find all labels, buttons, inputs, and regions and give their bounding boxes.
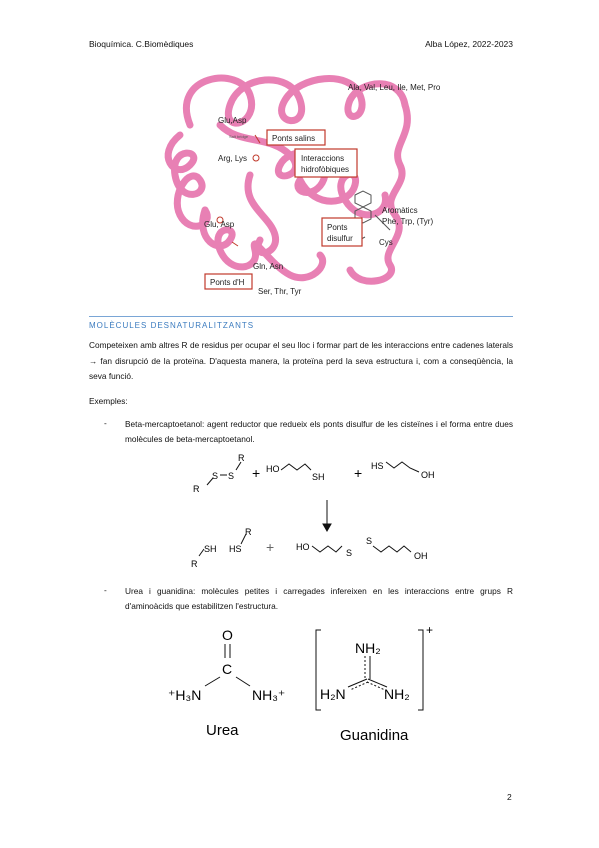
plus-1: + xyxy=(252,465,261,481)
urea-guanidina-figure xyxy=(160,622,450,752)
urea-structure xyxy=(168,627,285,739)
guanidina-top: NH₂ xyxy=(355,640,381,656)
page-number: 2 xyxy=(507,792,512,802)
reactant-sh-1: SH xyxy=(312,472,325,482)
label-glu-asp-2: Glu, Asp xyxy=(204,220,235,229)
bullet-text-2: Urea i guanidina: molècules petites i carregades infereixen en les interaccions entre grups R d'aminoàcids que estabilitzen l'estructura. xyxy=(125,586,513,611)
label-arg-lys: Arg, Lys xyxy=(218,154,248,163)
label-ser-thr-tyr: Ser, Thr, Tyr xyxy=(258,287,302,296)
label-salt-bridge: Salt bridge xyxy=(229,134,249,139)
reactant-ho-1: HO xyxy=(266,464,280,474)
guanidina-charge: + xyxy=(426,623,434,637)
urea-left: ⁺H₃N xyxy=(168,687,202,703)
guanidina-right: NH₂ xyxy=(384,686,410,702)
product-ho: HO xyxy=(296,542,310,552)
bullet-dash-2: - xyxy=(104,585,107,595)
header-left: Bioquímica. C.Biomèdiques xyxy=(89,39,194,49)
urea-c: C xyxy=(222,661,233,677)
beta-mercaptoetanol-reaction xyxy=(190,448,460,578)
bullet-text-1: Beta-mercaptoetanol: agent reductor que redueix els ponts disulfur de les cisteïnes i el forma entre dues molècules de beta-mercaptoetanol. xyxy=(125,419,513,444)
product-oh: OH xyxy=(414,551,428,561)
product-s-1: S xyxy=(346,548,353,558)
urea-right: NH₃⁺ xyxy=(252,687,286,703)
label-aromatics-2: Phe, Trp, (Tyr) xyxy=(382,217,434,226)
examples-label: Exemples: xyxy=(89,396,128,406)
header-right: Alba López, 2022-2023 xyxy=(425,39,513,49)
product-r-2: R xyxy=(245,527,252,537)
urea-o: O xyxy=(222,627,233,643)
reactant-s-2: S xyxy=(228,471,235,481)
label-interaccions-1: Interaccions xyxy=(301,154,345,163)
reactant-hs-2: HS xyxy=(371,461,384,471)
label-aa-top: Ala, Val, Leu, Ile, Met, Pro xyxy=(348,83,441,92)
urea-name: Urea xyxy=(206,722,239,739)
protein-structure-figure xyxy=(150,65,470,300)
section-divider xyxy=(89,316,513,317)
label-glu-asp-1: Glu,Asp xyxy=(218,116,247,125)
label-aromatics-1: Aromàtics xyxy=(382,206,418,215)
guanidina-name: Guanidina xyxy=(340,727,409,744)
product-sh: SH xyxy=(204,544,217,554)
guanidina-left: H₂N xyxy=(320,686,346,702)
reactant-r-2: R xyxy=(238,453,245,463)
product-s-2: S xyxy=(366,536,373,546)
label-ponts-disulfur-2: disulfur xyxy=(327,234,353,243)
label-gln-asn: Gln, Asn xyxy=(253,262,284,271)
protein-ribbon xyxy=(168,78,407,281)
reactant-s-1: S xyxy=(212,471,219,481)
label-cys: Cys xyxy=(379,238,393,247)
label-ponts-salins: Ponts salins xyxy=(272,134,316,143)
label-ponts-h: Ponts d'H xyxy=(210,278,245,287)
bullet-dash-1: - xyxy=(104,418,107,428)
label-interaccions-2: hidrofòbiques xyxy=(301,165,350,174)
section-title: MOLÈCULES DESNATURALITZANTS xyxy=(89,321,255,330)
reactant-oh-2: OH xyxy=(421,470,435,480)
label-ponts-disulfur-1: Ponts xyxy=(327,223,348,232)
plus-2: + xyxy=(354,465,363,481)
reactant-r-1: R xyxy=(193,484,200,494)
section-paragraph: Competeixen amb altres R de residus per ocupar el seu lloc i formar part de les interaccions entre cadenes laterals → fan disrupció de la proteïna. D'aquesta manera, la proteïna perd la seva estructura i, com a conseqüència, la seva funció. xyxy=(89,340,513,381)
plus-3: + xyxy=(266,539,275,555)
product-r-1: R xyxy=(191,559,198,569)
guanidina-structure xyxy=(316,623,433,744)
product-hs: HS xyxy=(229,544,242,554)
